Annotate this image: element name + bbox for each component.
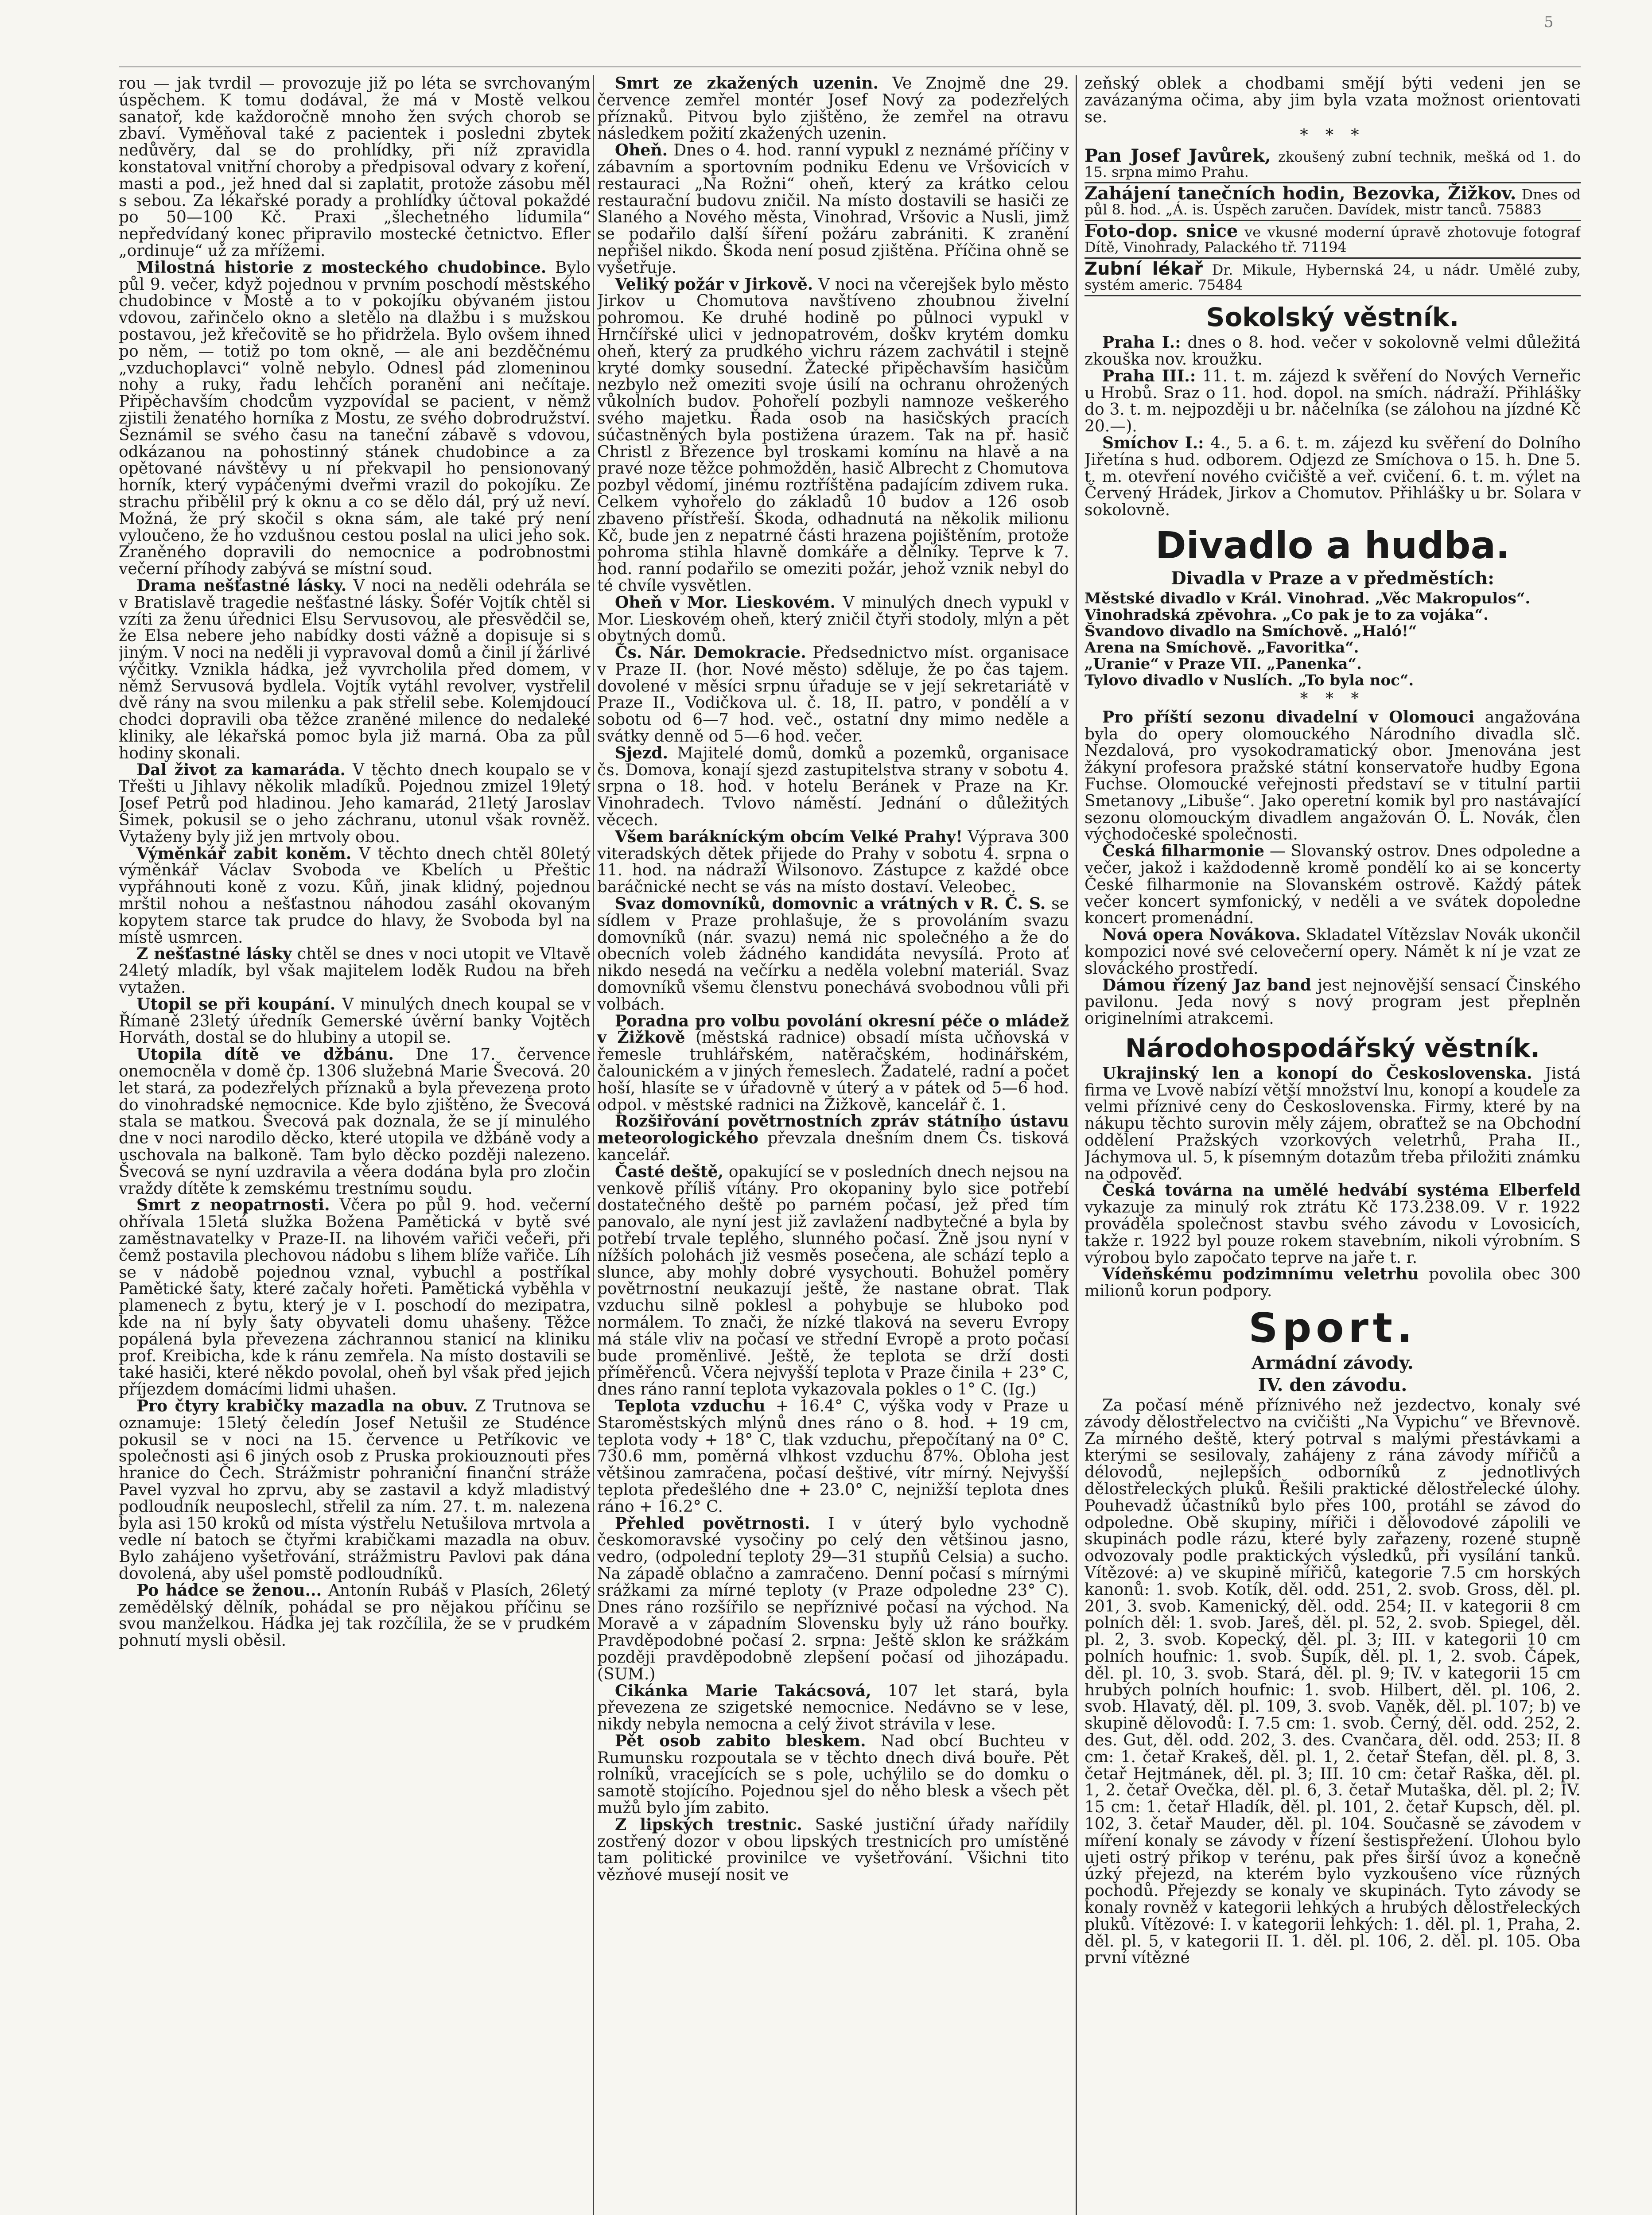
col2-articles xyxy=(597,75,1069,1884)
ad-text: zkoušený zubní technik, mešká od 1. do 15. srpna mimo Prahu. xyxy=(1084,148,1581,181)
article-headline: Česká filharmonie xyxy=(1102,842,1265,861)
article xyxy=(1084,1182,1581,1266)
sport-title: Sport. xyxy=(1248,1304,1417,1352)
article-text: V noci na včerejšek bylo město Jirkov u Chomutova navštíveno zhoubnou živelní pohromou. Ke druhé hodině po půlnoci vypukl v Hrnčířské ulici v jednopatrovém, doškv krytém domku oheň, který za prudkého vichru rázem zachvátil i stejně kryté domky sousední. Žatecké připěchavším hasičům nezbylo než omeziti svoje úsilí na ochranu ohrožených vůkolních budov. Pohořelí pozbyli namnoze veškerého svého majetku. Řada osob na hasičských pracích súčastněných byla postižena úrazem. Tak na př. hasič Christl z Březence byl troskami komínu na hlavě a na pravé noze těžce pohmožděn, hasič Albrecht z Chomutova pozbyl vědomí, jinému roztříštěna padajícím zdivem ruka. Celkem vyhořelo do základů 10 budov a 126 osob zbaveno přístřeší. Škoda, odhadnutá na několik milionu Kč, bude jen z nepatrné části hrazena pojištěním, protože pohroma stihla hlavně domkáře a dělníky. Teprve k 7. hod. ranní podařilo se omeziti požár, jehož vznik nebyl do té chvíle vysvětlen. xyxy=(597,275,1069,595)
article xyxy=(597,1516,1069,1683)
article-headline: Všem barákníckým obcím Velké Prahy! xyxy=(615,827,963,846)
article xyxy=(597,829,1069,896)
theatre-listing: Městské divadlo v Král. Vinohrad. „Věc Makropulos“. xyxy=(1084,589,1531,607)
article-text: vykazuje za minulý rok ztrátu Kč 173.238.09. V r. 1922 prováděla společnost stavbu svého závodu v Lovosicích, takže r. 1922 byl pouze rokem stavebním, nikoli výrobním. S výrobou bylo započato teprve na jaře t. r. xyxy=(1084,1198,1581,1267)
page-number: 5 xyxy=(1544,13,1554,31)
article xyxy=(119,1398,591,1582)
article xyxy=(597,745,1069,829)
sokol-items xyxy=(1084,334,1581,519)
article-headline: Výměnkář zabit koněm. xyxy=(136,844,352,863)
article xyxy=(597,1817,1069,1884)
article xyxy=(1084,368,1581,435)
article xyxy=(597,595,1069,645)
article xyxy=(1084,435,1581,519)
column-3 xyxy=(1084,75,1581,2215)
theatre-listing: Vinohradská zpěvohra. „Co pak je to za vojáka“. xyxy=(1084,606,1489,624)
article xyxy=(597,1164,1069,1398)
article xyxy=(119,996,591,1046)
article xyxy=(1084,927,1581,977)
article-text: V noci na neděli odehrála se v Bratislavě tragedie nešťastné lásky. Šofér Vojtík chtěl si vzíti za ženu úřednici Elsu Servusovou, ale přesvědčil se, že Elsa nebere jeho nabídky dosti vážně a dopisuje si s jiným. V noci na neděli ji vypravoval domů a činil jí žárlivé výčitky. Vznikla hádka, jež vyvrcholila před domem, v němž Servusová bydlela. Vojtík vytáhl revolver, vystřelil dvě rány na svou milenku a pak střelil sebe. Kolemjdoucí chodci dopravili oba těžce zraněné milence do nedaleké kliniky, ale lékařská pomoc byla již marná. Oba za půl hodiny skonali. xyxy=(119,576,591,762)
article-headline: Praha I.: xyxy=(1102,333,1181,352)
sport-day: IV. den závodu. xyxy=(1258,1375,1407,1396)
article xyxy=(119,846,591,946)
article xyxy=(597,1733,1069,1817)
article-headline: Pro příští sezonu divadelní v Olomouci xyxy=(1102,707,1475,727)
narodohosp-title: Národohospodářský věstník. xyxy=(1125,1033,1540,1063)
column-rule xyxy=(1076,75,1077,2215)
article-text: Bylo půl 9. večer, když pojednou v prvním poschodí městského chudobince v Mostě a to v pokojíku obývaném jistou vdovou, zařinčelo okno a sletělo na dlažbu i s mužskou postavou, jež křečovitě se ho přidržela. Bylo ovšem ihned po něm, — totiž po tom okně, — ale ani bezděčnému „vzduchoplavci“ volně nebylo. Odnesl pád zlomeninou nohy a ruky, řadu lehčích poranění ani nečítaje. Připěchavším chodcům vyzpovídal se pacient, v němž zjistili ženatého horníka z Mostu, ze svého dobrodružství. Seznámil se svého času na taneční zábavě s vdovou, odkázanou na pohostinný stánek chudobince a za opětované návštěvy u ní překvapil ho pensionovaný horník, který vypáčenými dveřmi vrazil do pokojíku. Ze strachu přibělil prý k oknu a co se dělo dál, prý už neví. Možná, že prý skočil s okna sám, ale také prý není vyloučeno, že ho vzdušnou cestou poslal na ulici jeho sok. Zraněného dopravili do nemocnice a podrobnostmi večerní příhody zabývá se místní soud. xyxy=(119,258,591,579)
article-headline: Pět osob zabito bleskem. xyxy=(615,1731,866,1750)
article xyxy=(119,1197,591,1398)
article-text: Majitelé domů, domků a pozemků, organisace čs. Domova, konají sjezd zastupitelstva strany v sobotu 4. srpna o 18. hod. v hotelu Beránek v Praze na Kr. Vinohradech. Tvlovo náměstí. Jednání o důležitých věcech. xyxy=(597,744,1069,830)
article-text: I v úterý bylo vychodně českomoravské vysočiny po celý den většinou jasno, vedro, (odpolední teploty 29—31 stupňů Celsia) a sucho. Na západě oblačno a zamračeno. Denní počasí s mírnými srážkami za mírné teploty (v Praze odpoledne 23° C). Dnes ráno rozšířilo se nepříznivé počasí na východ. Na Moravě a v západním Slovensku byly už ráno bouřky. Pravděpodobné počasí 2. srpna: Ještě sklon ke srážkám později pravděpodobně zlepšení počasí od jihozápadu. (SUM.) xyxy=(597,1514,1069,1683)
article-text: jest nejnovější sensací Činského pavilonu. Jeda nový s nový program jest přeplněn originelními atrakcemi. xyxy=(1084,976,1581,1028)
col1-articles xyxy=(119,260,591,1649)
intro-paragraph: zeňský oblek a chodbami smějí býti vedeni jen se zavázanýma očima, aby jim byla vzata možnost orientovati se. xyxy=(1084,75,1581,126)
article-text: povolila obec 300 milionů korun podpory. xyxy=(1084,1265,1581,1301)
article-text: 4., 5. a 6. t. m. zájezd ku svěření do Dolního Jiřetína s hud. odborem. Odjezd ze Smíchova o 15. h. Dne 5. t. m. otevření nového cvičiště a veř. cvičení. 6. t. m. výlet na Červený Hrádek, Jirkov a Chomutov. Přihlášky u br. Solara v sokolovně. xyxy=(1084,434,1581,520)
divadlo-title: Divadlo a hudba. xyxy=(1155,523,1510,567)
sokol-title: Sokolský věstník. xyxy=(1206,302,1459,333)
theatre-listing: Švandovo divadlo na Smíchově. „Haló!“ xyxy=(1084,622,1417,640)
article xyxy=(1084,334,1581,368)
article xyxy=(597,142,1069,276)
article-headline: Utopil se při koupání. xyxy=(136,995,336,1014)
article-text: 11. t. m. zájezd k svěření do Nových Verneřic u Hrobů. Sraz o 11. hod. dopol. na smích. nádraží. Přihlášky do 3. t. m. nejpozději u br. náčelníka (se zálohou na jízdné Kč 20.—). xyxy=(1084,367,1581,436)
article-text: Z Trutnova se oznamuje: 15letý čeledín Josef Netušil ze Studénce pokusil se v noci na 15. července u Petříkovic ve společnosti asi 6 jiných osob z Pruska prokiouznouti přes hranice do Čech. Strážmistr pohraniční finanční stráže Pavel vyzval ho zprvu, aby se zastavil a když mladistvý podloudník neuposlechl, střelil za ním. 27. t. m. nalezena byla asi 150 kroků od místa výstřelu Netušilova mrtvola a vedle ní batoch se čtyřmi krabičkami mazadla na obuv. Bylo zahájeno vyšetřování, strážmistru Pavlovi pak dána dovolená, aby ušel pomstě podloudníků. xyxy=(119,1397,591,1583)
article-headline: Teplota vzduchu xyxy=(615,1396,766,1415)
intro-paragraph: rou — jak tvrdil — provozuje již po léta se svrchovaným úspěchem. K tomu dodával, že má v Mostě velkou sanatoř, kde každoročně mnoho žen svých chorob se zbaví. Vyměňoval také z pacientek i posledni zbytek nedůvěry, dal se do prohlídky, při níž zpravidla konstatoval vnitřní choroby a předpisoval odvary z koření, masti a pod., jež hned dal si zaplatit, protože zásobu měl s sebou. Za lékařské porady a prohlídky účtoval pokaždé po 50—100 Kč. Praxi „šlechetného lidumila“ nepředvídaný konec připravilo mostecké četnictvo. Efler „ordinuje“ už za mřížemi. xyxy=(119,75,591,260)
article-text: + 16.4° C, výška vody v Praze u Staroměstských mlýnů dnes ráno o 8. hod. + 19 cm, teplota vody + 18° C, tlak vzduchu, přepočítaný na 0° C. 730.6 mm, poměrná vlhkost vzduchu 87%. Obloha jest většinou zamračena, počasí deštivé, vítr mírný. Nejvyšší teplota předešlého dne + 23.0° C, nejnižší teplota dnes ráno + 16.2° C. xyxy=(597,1397,1069,1516)
article-headline: Poradna pro volbu povolání okresní péče o mládež v Žižkově xyxy=(597,1011,1069,1047)
article-headline: Z nešťastné lásky xyxy=(136,944,292,964)
ad-headline: Pan Josef Javůrek, xyxy=(1084,145,1271,167)
theatre-listing: Arena na Smíchově. „Favoritka“. xyxy=(1084,638,1359,657)
article xyxy=(1084,1266,1581,1300)
article-text: Dne 17. července onemocněla v domě čp. 1306 služebná Marie Švecová. 20 let stará, za podezřelých příznaků a byla převezena proto do vinohradské nemocnice. Kde bylo zjištěno, že Švecová stala se matkou. Švecová pak doznala, že se jí minulého dne v noci narodilo děcko, které utopila ve džbáně vody a uschovala na balkoně. Tam bylo děcko později nalezeno. Švecová se nyní uzdravila a věera dodána byla pro zločin vraždy dítěte k zemskému trestnímu soudu. xyxy=(119,1045,591,1198)
theatre-listing: „Uranie“ v Praze VII. „Panenka“. xyxy=(1084,655,1362,673)
article xyxy=(119,1582,591,1649)
article-text: angažována byla do opery olomouckého Národního divadla slč. Nezdalová, pro vysokodramatický obor. Jmenována jest žákyní profesora pražské státní konservatoře hudby Egona Fuchse. Olomoucké veřejnosti představí se v titulní partii Smetanovy „Libuše“. Jako operetní komik byl pro nastávající sezonu olomouckým divadlem angažován O. L. Novák, člen východočeské společnosti. xyxy=(1084,708,1581,844)
article-headline: Čs. Nár. Demokracie. xyxy=(615,643,806,662)
article-text: (městská radnice) obsadí místa učňovská v řemesle truhlářském, natěračském, hodinářském, čalounickém a v jiných řemeslech. Žadatelé, radní a počet hoší, hlasíte se v úřadovně v úterý a v pátek od 5—6 hod. odpol. v městské radnici na Žižkově, kancelář č. 1. xyxy=(597,1029,1069,1114)
article xyxy=(1084,1065,1581,1183)
article-text: převzala dnešním dnem Čs. tisková kancelář. xyxy=(597,1129,1069,1164)
article xyxy=(119,946,591,996)
article-headline: Nová opera Novákova. xyxy=(1102,925,1301,944)
advertisement xyxy=(1084,221,1581,259)
ad-text: Dnes od půl 8. hod. „Á. is. Úspěch zaručen. Davídek, mistr tanců. 75883 xyxy=(1084,186,1581,218)
column-2 xyxy=(597,75,1069,2215)
article-text: — Slovanský ostrov. Dnes odpoledne a večer, jakož i každodenně kromě pondělí ko ai se koncerty České filharmonie na Slovanském ostrově. Každý pátek večer koncert symfonický, v neděli a ve svátek dopoledne koncert promenádní. xyxy=(1084,842,1581,928)
article xyxy=(597,896,1069,1013)
ad-headline: Foto-dop. snice xyxy=(1084,221,1238,242)
divider-stars: * * * xyxy=(1300,689,1365,708)
divadlo-articles xyxy=(1084,709,1581,1027)
article-headline: Drama nešťastné lásky. xyxy=(136,576,347,595)
article-headline: Svaz domovníků, domovnic a vrátných v R. Č. S. xyxy=(615,894,1046,913)
article-headline: Dal život za kamaráda. xyxy=(136,760,346,779)
column-1 xyxy=(119,75,591,2215)
ad-headline: Zahájení tanečních hodin, Bezovka, Žižkov. xyxy=(1084,183,1516,204)
article-headline: Časté deště, xyxy=(615,1162,724,1181)
article-headline: Z lipských trestnic. xyxy=(615,1815,802,1834)
article-text: Antonín Rubáš v Plasích, 26letý zemědělský dělník, pohádal se pro nějakou příčinu se svou manželkou. Hádka jej tak rozčílila, že se v prudkém pohnutí mysli oběsil. xyxy=(119,1581,591,1650)
article-text: Saské justiční úřady nařídily zostřený dozor v obou lipských trestnicích pro umístěné tam politické provinilce ve vyšetřování. Všichni tito vězňové musejí nosit ve xyxy=(597,1815,1069,1885)
article-text: Výprava 300 viteradských dětek přijede do Prahy v sobotu 4. srpna o 11. hod. na nádraží Wilsonovo. Zástupce z každé obce baráčnické necht se vás na místo dostaví. Veleobec. xyxy=(597,828,1069,897)
article-headline: Oheň. xyxy=(615,141,668,160)
article-headline: Ukrajinský len a konopí do Československa. xyxy=(1102,1064,1532,1083)
article-headline: Česká továrna na umělé hedvábí systéma Elberfeld xyxy=(1102,1181,1581,1200)
article-headline: Pro čtyry krabičky mazadla na obuv. xyxy=(136,1396,468,1415)
advertisement xyxy=(1084,146,1581,183)
article xyxy=(119,578,591,762)
article-text: V těchto dnech koupalo se v Třešti u Jihlavy několik mladíků. Pojednou zmizel 19letý Josef Petrů pod hladinou. Jeho kamarád, 21letý Jaroslav Šimek, pokusil se o jeho záchranu, utonul však rovněž. Vytaženy byly již jen mrtvoly obou. xyxy=(119,761,591,846)
article xyxy=(597,276,1069,595)
top-rule xyxy=(119,66,1581,67)
article-text: chtěl se dnes v noci utopit ve Vltavě 24letý mladík, byl však majitelem loděk Rudou na břeh vytažen. xyxy=(119,945,591,997)
article-text: V těchto dnech chtěl 80letý výměnkář Václav Svoboda ve Kbelích u Přeštic vypřáhnouti koně z vozu. Kůň, jinak klidný, pojednou mrštil nohou a nešťastnou náhodou zasáhl okovaným kopytem starce tak prudce do hlavy, že Svoboda byl na místě usmrcen. xyxy=(119,844,591,947)
sport-subtitle: Armádní závody. xyxy=(1252,1352,1414,1374)
article-headline: Cikánka Marie Takácsová, xyxy=(615,1681,871,1700)
theatre-list xyxy=(1084,591,1581,689)
article xyxy=(597,1113,1069,1163)
article xyxy=(1084,709,1581,843)
divadlo-subtitle: Divadla v Praze a v předměstích: xyxy=(1170,567,1495,589)
article-text: se sídlem v Praze prohlašuje, že s provoláním svazu domovníků (nár. svazu) nemá nic společného a že do obecních voleb žádného kandidáta nevysílá. Proto ať nikdo nesedá na večírku a neděla volební materiál. Svaz domovníků všemu členstvu ponechává svobodnou vůli při volbách. xyxy=(597,895,1069,1014)
article-text: Jistá firma ve Lvově nabízí větší množství lnu, konopí a koudele za velmi příznivé ceny do Československa. Firmy, které by na nákupu těchto surovin měly zájem, obraťtež se na Obchodní oddělení Pražských vzorkových veletrhů, Praha II., Jáchymova ul. 5, k písemným dotazům třeba přiložiti známku na odpověď. xyxy=(1084,1064,1581,1183)
advertisement xyxy=(1084,183,1581,221)
article-text: Ve Znojmě dne 29. července zemřel montér Josef Nový za podezřelých příznaků. Pitvou bylo zjištěno, že zemřel na otravu následkem požití zkažených uzenin. xyxy=(597,75,1069,143)
article-text: 107 let stará, byla převezena ze szigetské nemocnice. Nedávno se v lese, nikdy nebyla nemocna a celý život strávila v lese. xyxy=(597,1682,1069,1734)
article-headline: Utopila dítě ve džbánu. xyxy=(136,1045,394,1064)
article xyxy=(597,645,1069,745)
article-headline: Vídeňskému podzimnímu veletrhu xyxy=(1102,1265,1419,1284)
advertisement xyxy=(1084,259,1581,296)
advertisements xyxy=(1084,146,1581,296)
article-text: dnes o 8. hod. večer v sokolovně velmi důležitá zkouška nov. kroužku. xyxy=(1084,334,1581,369)
article-headline: Praha III.: xyxy=(1102,366,1196,385)
column-rule xyxy=(593,75,594,2215)
article-headline: Milostná historie z mosteckého chudobince. xyxy=(136,258,547,277)
article xyxy=(119,1046,591,1197)
article-text: opakující se v posledních dnech nejsou na venkově příliš vítány. Pro okopaniny bylo sice potřebí dostatečného deště po parném počasí, jež před tím panovalo, ale nyní jest již zavlažení nadbytečné a byla by potřebí trvale teplého, slunného počasí. Žně jsou nyní v nížších polohách již vesměs posečena, ale schází teplo a slunce, aby mohly dobré vysychouti. Bohužel poměry povětrnostní neukazují ještě, že nastane obrat. Tlak vzduchu silně poklesl a pohybuje se hluboko pod normálem. To znači, že nízké tlaková na severu Evropy má stále vliv na počasí ve střední Evropě a proto počasí bude proměnlivé. Ještě, že teplota se drží dosti příměřenců. Včera nejvyšší teplota v Praze činila + 23° C, dnes ráno ranní teplota vykazovala pokles o 1° C. (Ig.) xyxy=(597,1162,1069,1399)
article xyxy=(597,1013,1069,1114)
article-headline: Dámou řízený Jaz band xyxy=(1102,975,1311,995)
article-headline: Smrt ze zkažených uzenin. xyxy=(615,75,879,93)
article xyxy=(119,260,591,578)
article-text: Skladatel Vítězslav Novák ukončil kompozici nové své celovečerní opery. Námět k ní je vzat ze slováckého prostředí. xyxy=(1084,926,1581,978)
article xyxy=(1084,977,1581,1027)
article-headline: Veliký požár v Jirkově. xyxy=(615,275,813,294)
article-text: Včera po půl 9. hod. večerní ohřívala 15letá služka Božena Pamětická v bytě své zaměstnavatelky v Praze-II. na lihovém vařiči večeři, při čemž postavila plechovou nádobu s lihem blíže vařiče. Líh se v nádobě pojednou vznal, vybuchl a postříkal Pamětické šaty, které začaly hořeti. Pamětická vyběhla v plamenech z bytu, který je v I. poschodí do mezipatra, kde na ní byly šaty obyvateli domu uhašeny. Těžce popálená byla převezena záchrannou stanicí na kliniku prof. Kreibicha, kde k ránu zemřela. Na místo dostavili se také hasiči, které někdo povolal, oheň byl však před jejich příjezdem domácími lidmi uhašen. xyxy=(119,1196,591,1399)
article xyxy=(597,1683,1069,1733)
article-text: V minulých dnech vypukl v Mor. Lieskovém oheň, který zničil čtyři stodoly, mlýn a pět obytných domů. xyxy=(597,593,1069,645)
article-text: Dnes o 4. hod. ranní vypukl z neznámé příčiny v zábavním a sportovním podniku Edenu ve Vršovicích v restauraci „Na Rožni“ oheň, který za krátko celou restaurační budovu zničil. Na místo dostavili se hasiči ze Slaného a Nového města, Vinohrad, Vršovic a Nusli, jimž se podařilo další šíření požáru zabrániti. K zranění nepřišel nikdo. Škoda není posud zjištěna. Příčina ohně se vyšetřuje. xyxy=(597,141,1069,277)
article-headline: Oheň v Mor. Lieskovém. xyxy=(615,593,836,612)
ad-headline: Zubní lékař xyxy=(1084,259,1203,280)
narodohosp-articles xyxy=(1084,1065,1581,1300)
article-headline: Po hádce se ženou... xyxy=(136,1581,322,1600)
article xyxy=(1084,843,1581,927)
article xyxy=(119,762,591,846)
ad-text: Dr. Mikule, Hybernská 24, u nádr. Umělé zuby, systém americ. 75484 xyxy=(1084,261,1581,294)
article xyxy=(597,1398,1069,1516)
sport-text: Za počasí méně příznivého než jezdectvo, konaly své závody dělostřelectvo na cvičišti „Na Vypichu“ ve Břevnově. Za mírného deště, který potrval s malými přestávkami a kterými se sesilovaly, zahájeny z rána závody mířičů a délovodů, nejlepších odborníků z jednotlivých dělostřeleckých pluků. Řešili praktické dělostřelecké úlohy. Pouhevadž účastníků bylo přes 100, protáhl se závod do odpoledne. Obě skupiny, mířiči i dělovodové zápolili ve skupinách podle rázu, které byly zařazeny, rozené stupně odvozovaly podle praktických výsledků, při vysílání tanků. Vítězové: a) ve skupině mířičů, kategorie 7.5 cm horských kanonů: 1. svob. Kotík, děl. odd. 251, 2. svob. Gross, děl. pl. 201, 3. svob. Kamenický, děl. odd. 254; II. v kategorii 8 cm polních děl: 1. svob. Jareš, děl. pl. 52, 2. svob. Spiegel, děl. pl. 2, 3. svob. Kopecký, děl. pl. 3; III. v kategorii 10 cm polních houfnic: 1. svob. Šupík, děl. pl. 1, 2. svob. Čápek, děl. pl. 10, 3. svob. Stará, děl. pl. 9; IV. v kategorii 15 cm hrubých polních houfnic: 1. svob. Hilbert, děl. pl. 106, 2. svob. Hlavatý, děl. pl. 109, 3. svob. Vaněk, děl. pl. 107; b) ve skupině dělovodů: I. 7.5 cm: 1. svob. Černý, děl. odd. 252, 2. des. Gut, děl. odd. 202, 3. des. Cvančara, děl. odd. 253; II. 8 cm: 1. četař Krakeš, děl. pl. 1, 2. četař Štefan, děl. pl. 8, 3. četař Hejtmánek, děl. pl. 3; III. 10 cm: četař Raška, děl. pl. 1, 2. četař Ovečka, děl. pl. 6, 3. četař Mutaška, děl. pl. 2; IV. 15 cm: 1. četař Hladík, děl. pl. 101, 2. četař Kupsch, děl. pl. 102, 3. četař Mauder, děl. pl. 104. Současně se závodem v míření konaly se závody v řízení šestispřežení. Úlohou bylo ujeti ostrý přikop v terénu, pak přes širší úvoz a konečně úzký přejezd, na kterém bylo vyzkoušeno více různých pochodů. Přejezdy se konaly ve skupinách. Tyto závody se konaly rovněž v kategorii lehkých a hrubých dělostřeleckých pluků. Vítězové: I. v kategorii lehkých: 1. děl. pl. 1, Praha, 2. děl. pl. 5, v kategorii II. 1. děl. pl. 106, 2. děl. pl. 105. Oba první vítězné xyxy=(1084,1396,1581,1967)
article-headline: Sjezd. xyxy=(615,743,669,762)
article-text: Nad obcí Buchteu v Rumunsku rozpoutala se v těchto dnech divá bouře. Pět rolníků, vracejících se s pole, uchýlilo se do domku o samotě stojícího. Pojednou sjel do něho blesk a všech pět mužů bylo jím zabito. xyxy=(597,1732,1069,1818)
divider-stars: * * * xyxy=(1300,126,1365,145)
article-text: Předsednictvo míst. organisace v Praze II. (hor. Nové město) sděluje, že po čas tajem. dovolené v měsíci srpnu úřaduje se v její sekretariátě v Praze II., Vodičkova ul. č. 18, II. patro, v pondělí a v sobotu od 6—7 hod. več., ostatní dny mimo neděle a svátky denně od 5—6 hod. večer. xyxy=(597,644,1069,746)
article xyxy=(597,75,1069,142)
article-headline: Přehled povětrnosti. xyxy=(615,1514,810,1533)
article-headline: Rozšiřování povětrnostních zpráv státního ústavu meteorologického xyxy=(597,1112,1069,1148)
ad-text: ve vkusné moderní úpravě zhotovuje fotograf Dítě, Vinohrady, Palackého tř. 71194 xyxy=(1084,224,1581,256)
article-text: V minulých dnech koupal se v Římaně 23letý úředník Gemerské úvěrní banky Vojtěch Horváth, dostal se do hlubiny a utopil se. xyxy=(119,995,591,1047)
theatre-listing: Tylovo divadlo v Nuslích. „To byla noc“. xyxy=(1084,671,1414,689)
article-headline: Smíchov I.: xyxy=(1102,433,1204,452)
article-headline: Smrt z neopatrnosti. xyxy=(136,1196,330,1215)
